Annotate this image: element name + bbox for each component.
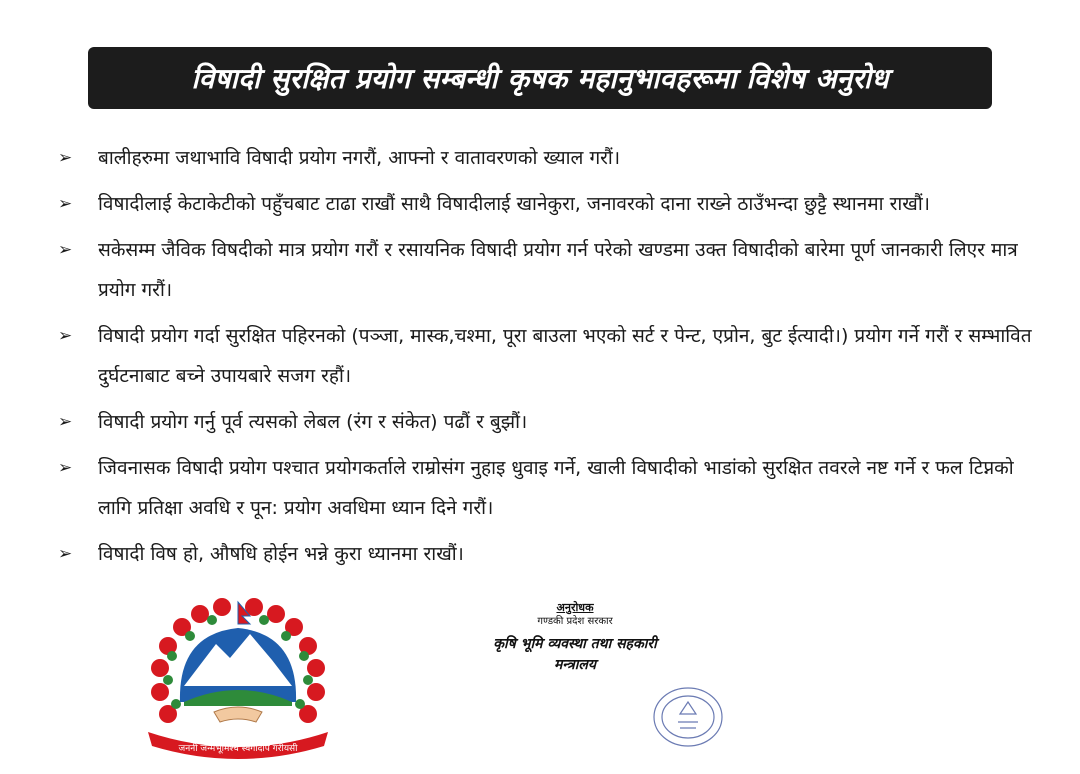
issuer-government: गण्डकी प्रदेश सरकार: [537, 616, 613, 627]
list-item: [56, 534, 1036, 574]
issuer-label: अनुरोधक: [556, 601, 594, 614]
list-item-text: विषादी प्रयोग गर्दा सुरक्षित पहिरनको (पञ्जा, मास्क,चश्मा, पूरा बाउला भएको सर्ट र पेन्ट, एप्रोन, बुट ईत्यादी।) प्रयोग गर्ने गरौं र सम्भावित दुर्घटनाबाट बच्ने उपायबारे सजग रहौं।: [98, 325, 1032, 387]
arrow-bullet-icon: ➢: [58, 458, 73, 478]
emblem-motto: जननी जन्मभूमिश्च स्वर्गादपि गरीयसी: [178, 744, 298, 754]
arrow-bullet-icon: ➢: [58, 194, 73, 214]
issuer-ministry: कृषि भूमि व्यवस्था तथा सहकारी: [493, 636, 657, 652]
arrow-bullet-icon: ➢: [58, 544, 73, 564]
arrow-bullet-icon: ➢: [58, 412, 73, 432]
list-item: [56, 402, 1036, 442]
page-title: विषादी सुरक्षित प्रयोग सम्बन्धी कृषक महानुभावहरूमा विशेष अनुरोध: [191, 62, 889, 95]
list-item: [56, 184, 1036, 224]
list-item-text: बालीहरुमा जथाभावि विषादी प्रयोग नगरौं, आफ्नो र वातावरणको ख्याल गरौं।: [98, 147, 621, 169]
office-stamp-icon: [650, 684, 726, 750]
list-item: [56, 316, 1036, 396]
list-item-text: विषादीलाई केटाकेटीको पहुँचबाट टाढा राखौं साथै विषादीलाई खानेकुरा, जनावरको दाना राख्ने ठाउँभन्दा छुट्टै स्थानमा राखौं।: [98, 193, 930, 215]
nepal-emblem-icon: [138, 594, 338, 762]
list-item-text: विषादी प्रयोग गर्नु पूर्व त्यसको लेबल (रंग र संकेत) पढौं र बुझौं।: [98, 411, 528, 433]
list-item-text: विषादी विष हो, औषधि होईन भन्ने कुरा ध्यानमा राखौं।: [98, 543, 464, 565]
arrow-bullet-icon: ➢: [58, 326, 73, 346]
issuer-block: [440, 600, 710, 675]
list-item: [56, 230, 1036, 310]
title-banner: [88, 47, 992, 109]
arrow-bullet-icon: ➢: [58, 240, 73, 260]
list-item-text: जिवनासक विषादी प्रयोग पश्चात प्रयोगकर्ताले राम्रोसंग नुहाइ धुवाइ गर्ने, खाली विषादीको भाडांको सुरक्षित तवरले नष्ट गर्ने र फल टिप्नको लागि प्रतिक्षा अवधि र पून: प्रयोग अवधिमा ध्यान दिने गरौं।: [98, 457, 1014, 519]
list-item: [56, 448, 1036, 528]
request-list: [56, 138, 1036, 580]
issuer-ministry-suffix: मन्त्रालय: [554, 657, 596, 673]
list-item: [56, 138, 1036, 178]
arrow-bullet-icon: ➢: [58, 148, 73, 168]
list-item-text: सकेसम्म जैविक विषदीको मात्र प्रयोग गरौं र रसायनिक विषादी प्रयोग गर्न परेको खण्डमा उक्त विषादीको बारेमा पूर्ण जानकारी लिएर मात्र प्रयोग गरौं।: [98, 239, 1018, 301]
